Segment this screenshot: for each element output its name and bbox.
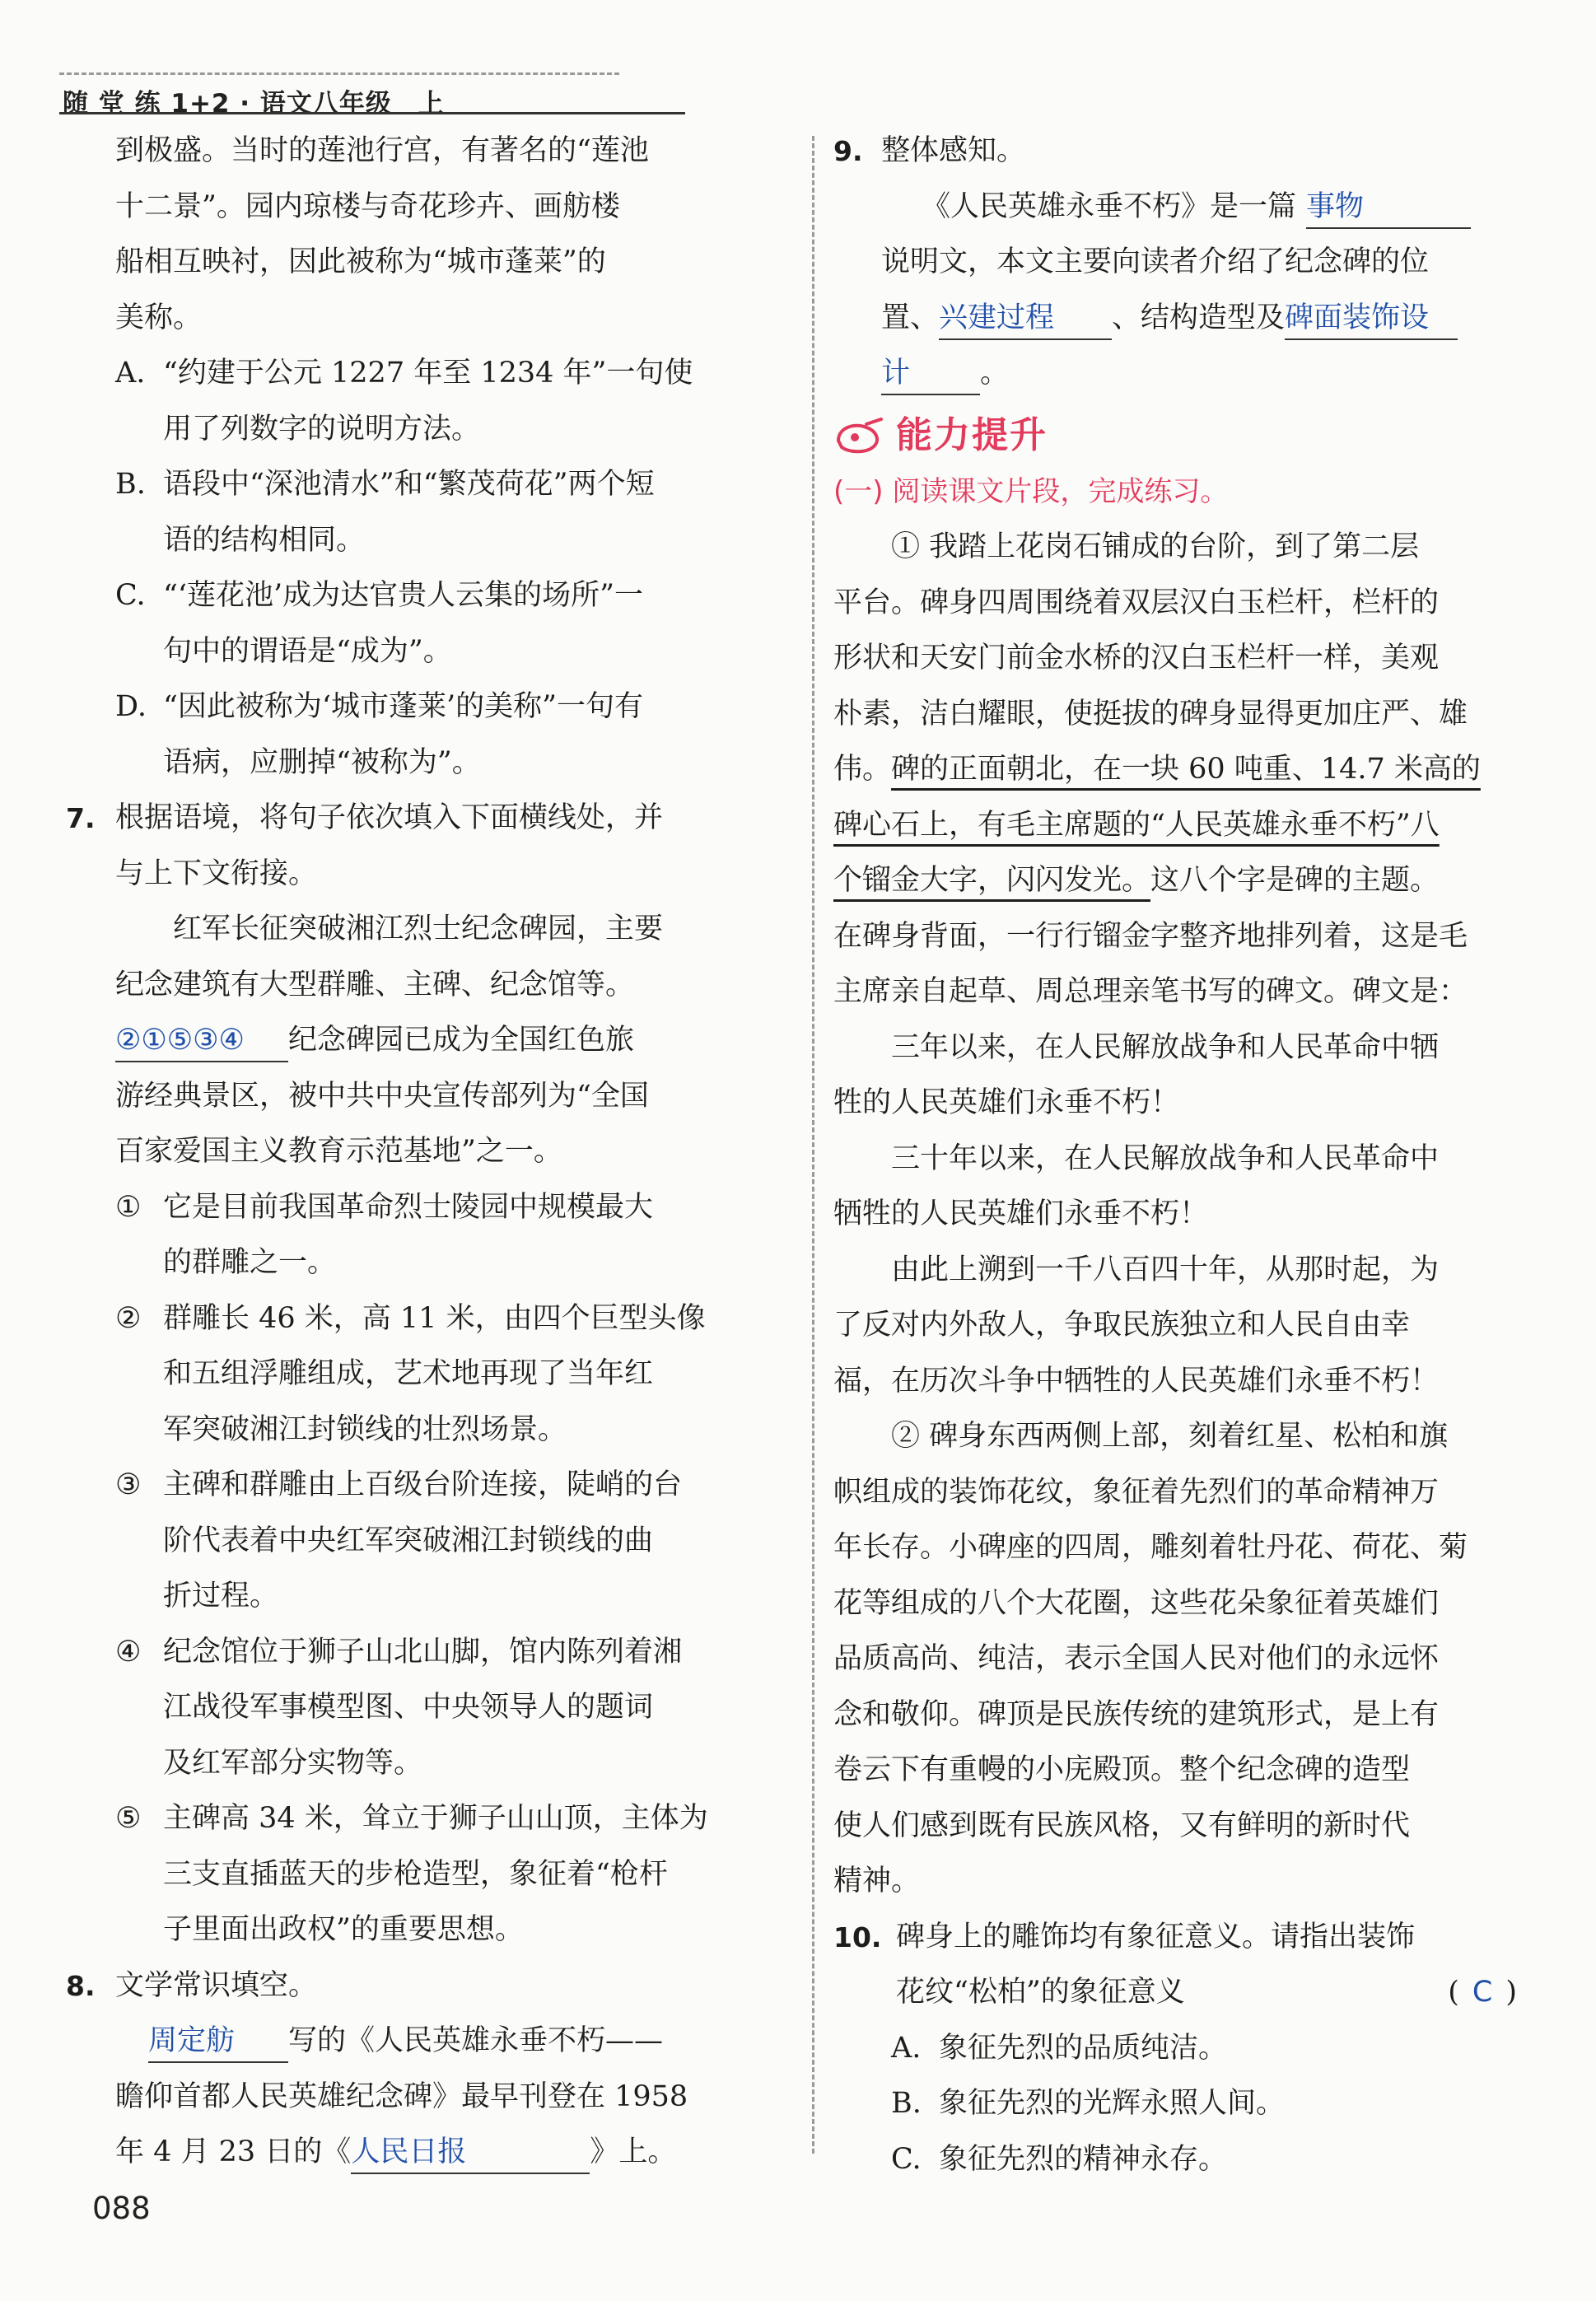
question-7 bbox=[59, 791, 791, 902]
text-line: 三年以来，在人民解放战争和人民革命中牺 bbox=[891, 1030, 1440, 1064]
q10-option-a bbox=[891, 2021, 1517, 2077]
option-text: “约建于公元 1227 年至 1234 年”一句使 bbox=[163, 357, 693, 390]
text-line: 》上。 bbox=[590, 2135, 677, 2168]
text-line: 说明文，本文主要向读者介绍了纪念碑的位 bbox=[881, 245, 1430, 278]
answer-blank-q9-process[interactable]: 兴建过程 bbox=[939, 297, 1112, 340]
item-label: ④ bbox=[115, 1635, 142, 1669]
text-line: 卷云下有重幔的小庑殿顶。整个纪念碑的造型 bbox=[833, 1753, 1411, 1786]
item-label: ① bbox=[115, 1190, 142, 1224]
text-line: 品质高尚、纯洁，表示全国人民对他们的永远怀 bbox=[833, 1642, 1440, 1675]
answer-blank-q9-decoration[interactable]: 碑面装饰设 bbox=[1285, 297, 1458, 340]
subsection-title: (一) 阅读课文片段，完成练习。 bbox=[833, 474, 1229, 508]
answer-blank-q9-decoration-cont[interactable]: 计 bbox=[881, 352, 980, 395]
text-line: 纪念碑园已成为全国红色旅 bbox=[288, 1024, 635, 1057]
item-text: 它是目前我国革命烈士陵园中规模最大 bbox=[163, 1190, 654, 1224]
text-line: 精神。 bbox=[833, 1865, 921, 1897]
q9-body bbox=[833, 180, 1517, 402]
underlined-sentence: 碑的正面朝北，在一块 60 吨重、14.7 米高的 bbox=[891, 753, 1481, 786]
selected-answer: C bbox=[1472, 1975, 1493, 2009]
item-text: 阶代表着中央红军突破湘江封锁线的曲 bbox=[163, 1524, 654, 1557]
underlined-sentence: 碑心石上，有毛主席题的“人民英雄永垂不朽”八 bbox=[833, 808, 1440, 842]
question-stem: 文学常识填空。 bbox=[115, 1968, 318, 2002]
question-number: 8. bbox=[66, 1969, 96, 2002]
section-badge-icon bbox=[833, 416, 886, 455]
passage-paragraph-1-cont bbox=[833, 576, 1517, 1020]
passage-paragraph-1 bbox=[833, 520, 1517, 576]
option-d bbox=[115, 679, 791, 791]
text-line: 三十年以来，在人民解放战争和人民革命中 bbox=[891, 1141, 1440, 1175]
paren-open: ( bbox=[1448, 1975, 1459, 2009]
header-dashed-rule bbox=[59, 72, 619, 75]
option-label: A. bbox=[115, 357, 146, 390]
text-line: 《人民英雄永垂不朽》是一篇 bbox=[922, 189, 1297, 223]
option-text: 语病，应删掉“被称为”。 bbox=[163, 745, 481, 779]
item-text: 纪念馆位于狮子山北山脚，馆内陈列着湘 bbox=[163, 1635, 683, 1669]
q7-item-4 bbox=[115, 1625, 791, 1792]
text-line: 在碑身背面，一行行镏金字整齐地排列着，这是毛 bbox=[833, 919, 1468, 953]
section-title: 能力提升 bbox=[896, 413, 1048, 456]
q7-passage-cont bbox=[115, 1013, 791, 1180]
option-text: 象征先烈的光辉永照人间。 bbox=[939, 2087, 1286, 2120]
text-line: 美称。 bbox=[115, 301, 203, 334]
q8-body bbox=[115, 2014, 791, 2181]
text-line: ② 碑身东西两侧上部，刻着红星、松柏和旗 bbox=[891, 1420, 1449, 1453]
option-text: 用了列数字的说明方法。 bbox=[163, 412, 481, 446]
text-line: 年长存。小碑座的四周，雕刻着牡丹花、荷花、菊 bbox=[833, 1531, 1468, 1564]
q7-item-5 bbox=[115, 1791, 791, 1958]
text-line: 花等组成的八个大花圈，这些花朵象征着英雄们 bbox=[833, 1586, 1440, 1620]
page-number: 088 bbox=[92, 2191, 151, 2226]
option-text: 象征先烈的品质纯洁。 bbox=[939, 2031, 1228, 2065]
text-line: 牲的人民英雄们永垂不朽！ bbox=[833, 1086, 1180, 1119]
text-line: 形状和天安门前金水桥的汉白玉栏杆一样，美观 bbox=[833, 642, 1440, 674]
q10-option-c bbox=[891, 2132, 1517, 2188]
option-text: “‘莲花池’成为达官贵人云集的场所”一 bbox=[163, 579, 644, 612]
inscription-2-cont bbox=[833, 1187, 1517, 1243]
text-line: 这八个字是碑的主题。 bbox=[1150, 864, 1440, 897]
column-divider bbox=[812, 136, 814, 2154]
item-label: ② bbox=[115, 1301, 142, 1335]
underlined-sentence: 个镏金大字，闪闪发光。 bbox=[833, 864, 1151, 897]
question-stem: 根据语境，将句子依次填入下面横线处，并 bbox=[115, 801, 664, 834]
answer-blank-q7[interactable]: ②①⑤③④ bbox=[115, 1020, 288, 1062]
inscription-2 bbox=[833, 1132, 1517, 1188]
option-a bbox=[115, 346, 791, 457]
text-line: 置、 bbox=[881, 301, 940, 334]
text-line: 平台。碑身四周围绕着双层汉白玉栏杆，栏杆的 bbox=[833, 586, 1440, 619]
option-label: D. bbox=[115, 690, 147, 723]
option-text: 语段中“深池清水”和“繁茂荷花”两个短 bbox=[163, 468, 655, 501]
text-line: 红军长征突破湘江烈士纪念碑园，主要 bbox=[173, 912, 664, 945]
text-line: 百家爱国主义教育示范基地”之一。 bbox=[115, 1135, 562, 1168]
option-label: B. bbox=[115, 468, 146, 501]
text-line: 瞻仰首都人民英雄纪念碑》最早刊登在 1958 bbox=[115, 2079, 688, 2113]
item-text: 及红军部分实物等。 bbox=[163, 1746, 423, 1780]
q7-item-2 bbox=[115, 1291, 791, 1459]
option-text: 象征先烈的精神永存。 bbox=[939, 2142, 1228, 2176]
item-text: 军突破湘江封锁线的壮烈场景。 bbox=[163, 1412, 567, 1446]
question-stem: 碑身上的雕饰均有象征意义。请指出装饰 bbox=[896, 1920, 1416, 1953]
answer-blank-q8-author[interactable]: 周定舫 bbox=[148, 2020, 288, 2063]
question-stem: 整体感知。 bbox=[881, 134, 1026, 167]
item-label: ⑤ bbox=[115, 1802, 142, 1835]
answer-blank-q8-newspaper[interactable]: 人民日报 bbox=[351, 2131, 590, 2174]
item-text: 的群雕之一。 bbox=[163, 1246, 337, 1279]
text-line: 念和敬仰。碑顶是民族传统的建筑形式，是上有 bbox=[833, 1697, 1440, 1731]
question-number: 10. bbox=[833, 1921, 882, 1953]
text-line: 伟。 bbox=[833, 753, 892, 786]
option-label: C. bbox=[115, 579, 146, 612]
book-title: 随 堂 练 1+2 · 语文八年级 上 bbox=[63, 89, 445, 119]
page-header bbox=[59, 72, 685, 119]
text-line: 。 bbox=[980, 357, 1010, 390]
text-line: 使人们感到既有民族风格，又有鲜明的新时代 bbox=[833, 1809, 1411, 1842]
text-line: 由此上溯到一千八百四十年，从那时起，为 bbox=[891, 1253, 1440, 1286]
answer-choice-box[interactable] bbox=[1448, 1965, 1517, 2021]
question-8 bbox=[59, 1958, 791, 2014]
question-stem: 与上下文衔接。 bbox=[115, 856, 318, 890]
inscription-3 bbox=[833, 1243, 1517, 1299]
answer-blank-q9-type[interactable]: 事物 bbox=[1306, 186, 1471, 229]
right-column bbox=[833, 124, 1517, 2187]
q7-item-3 bbox=[115, 1458, 791, 1625]
option-label: B. bbox=[891, 2087, 922, 2120]
paren-close: ) bbox=[1505, 1975, 1517, 2009]
option-text: “因此被称为‘城市蓬莱’的美称”一句有 bbox=[163, 690, 644, 723]
text-line: 了反对内外敌人，争取民族独立和人民自由幸 bbox=[833, 1309, 1411, 1342]
text-line: 写的《人民英雄永垂不朽—— bbox=[288, 2024, 664, 2057]
q7-passage bbox=[115, 902, 791, 1013]
left-column bbox=[66, 124, 791, 2181]
text-line: 年 4 月 23 日的《 bbox=[115, 2135, 352, 2168]
q7-item-1 bbox=[115, 1180, 791, 1291]
item-text: 江战役军事模型图、中央领导人的题词 bbox=[163, 1691, 654, 1724]
inscription-1-cont bbox=[833, 1076, 1517, 1132]
text-line: 游经典景区，被中共中央宣传部列为“全国 bbox=[115, 1079, 649, 1113]
text-line: 朴素，洁白耀眼，使挺拔的碑身显得更加庄严、雄 bbox=[833, 697, 1468, 730]
text-line: 福，在历次斗争中牺牲的人民英雄们永垂不朽！ bbox=[833, 1364, 1440, 1398]
passage-paragraph-2 bbox=[833, 1409, 1517, 1465]
text-line: 帜组成的装饰花纹，象征着先烈们的革命精神万 bbox=[833, 1475, 1440, 1509]
question-9 bbox=[833, 124, 1517, 180]
question-number: 7. bbox=[66, 802, 96, 834]
header-rule bbox=[59, 112, 685, 114]
inscription-1 bbox=[833, 1020, 1517, 1076]
text-line: 、结构造型及 bbox=[1112, 301, 1286, 334]
option-label: C. bbox=[891, 2142, 922, 2176]
item-label: ③ bbox=[115, 1468, 142, 1501]
option-text: 语的结构相同。 bbox=[163, 523, 366, 557]
item-text: 群雕长 46 米，高 11 米，由四个巨型头像 bbox=[163, 1301, 706, 1335]
option-text: 句中的谓语是“成为”。 bbox=[163, 634, 452, 668]
option-label: A. bbox=[891, 2031, 922, 2065]
text-line: 十二景”。园内琼楼与奇花珍卉、画舫楼 bbox=[115, 189, 620, 223]
section-heading bbox=[833, 407, 1517, 464]
item-text: 和五组浮雕组成，艺术地再现了当年红 bbox=[163, 1357, 654, 1390]
item-text: 主碑和群雕由上百级台阶连接，陡峭的台 bbox=[163, 1468, 683, 1501]
option-c bbox=[115, 568, 791, 679]
question-10 bbox=[833, 1910, 1517, 2021]
item-text: 主碑高 34 米，耸立于狮子山山顶，主体为 bbox=[163, 1802, 708, 1835]
inscription-3-cont bbox=[833, 1298, 1517, 1409]
passage-paragraph-2-cont bbox=[833, 1465, 1517, 1910]
question-stem: 花纹“松柏”的象征意义 bbox=[896, 1976, 1185, 2009]
text-line: 牺牲的人民英雄们永垂不朽！ bbox=[833, 1197, 1209, 1230]
item-text: 三支直插蓝天的步枪造型，象征着“枪杆 bbox=[163, 1857, 668, 1891]
text-line: 到极盛。当时的莲池行宫，有著名的“莲池 bbox=[115, 134, 649, 167]
text-line: 纪念建筑有大型群雕、主碑、纪念馆等。 bbox=[115, 968, 635, 1001]
item-text: 折过程。 bbox=[163, 1580, 279, 1613]
q10-option-b bbox=[891, 2076, 1517, 2132]
text-line: 主席亲自起草、周总理亲笔书写的碑文。碑文是： bbox=[833, 975, 1468, 1008]
option-b bbox=[115, 457, 791, 568]
item-text: 子里面出政权”的重要思想。 bbox=[163, 1913, 524, 1946]
passage-continuation bbox=[115, 124, 791, 346]
text-line: ① 我踏上花岗石铺成的台阶，到了第二层 bbox=[891, 530, 1420, 563]
text-line: 船相互映衬，因此被称为“城市蓬莱”的 bbox=[115, 245, 606, 278]
question-number: 9. bbox=[833, 135, 863, 167]
